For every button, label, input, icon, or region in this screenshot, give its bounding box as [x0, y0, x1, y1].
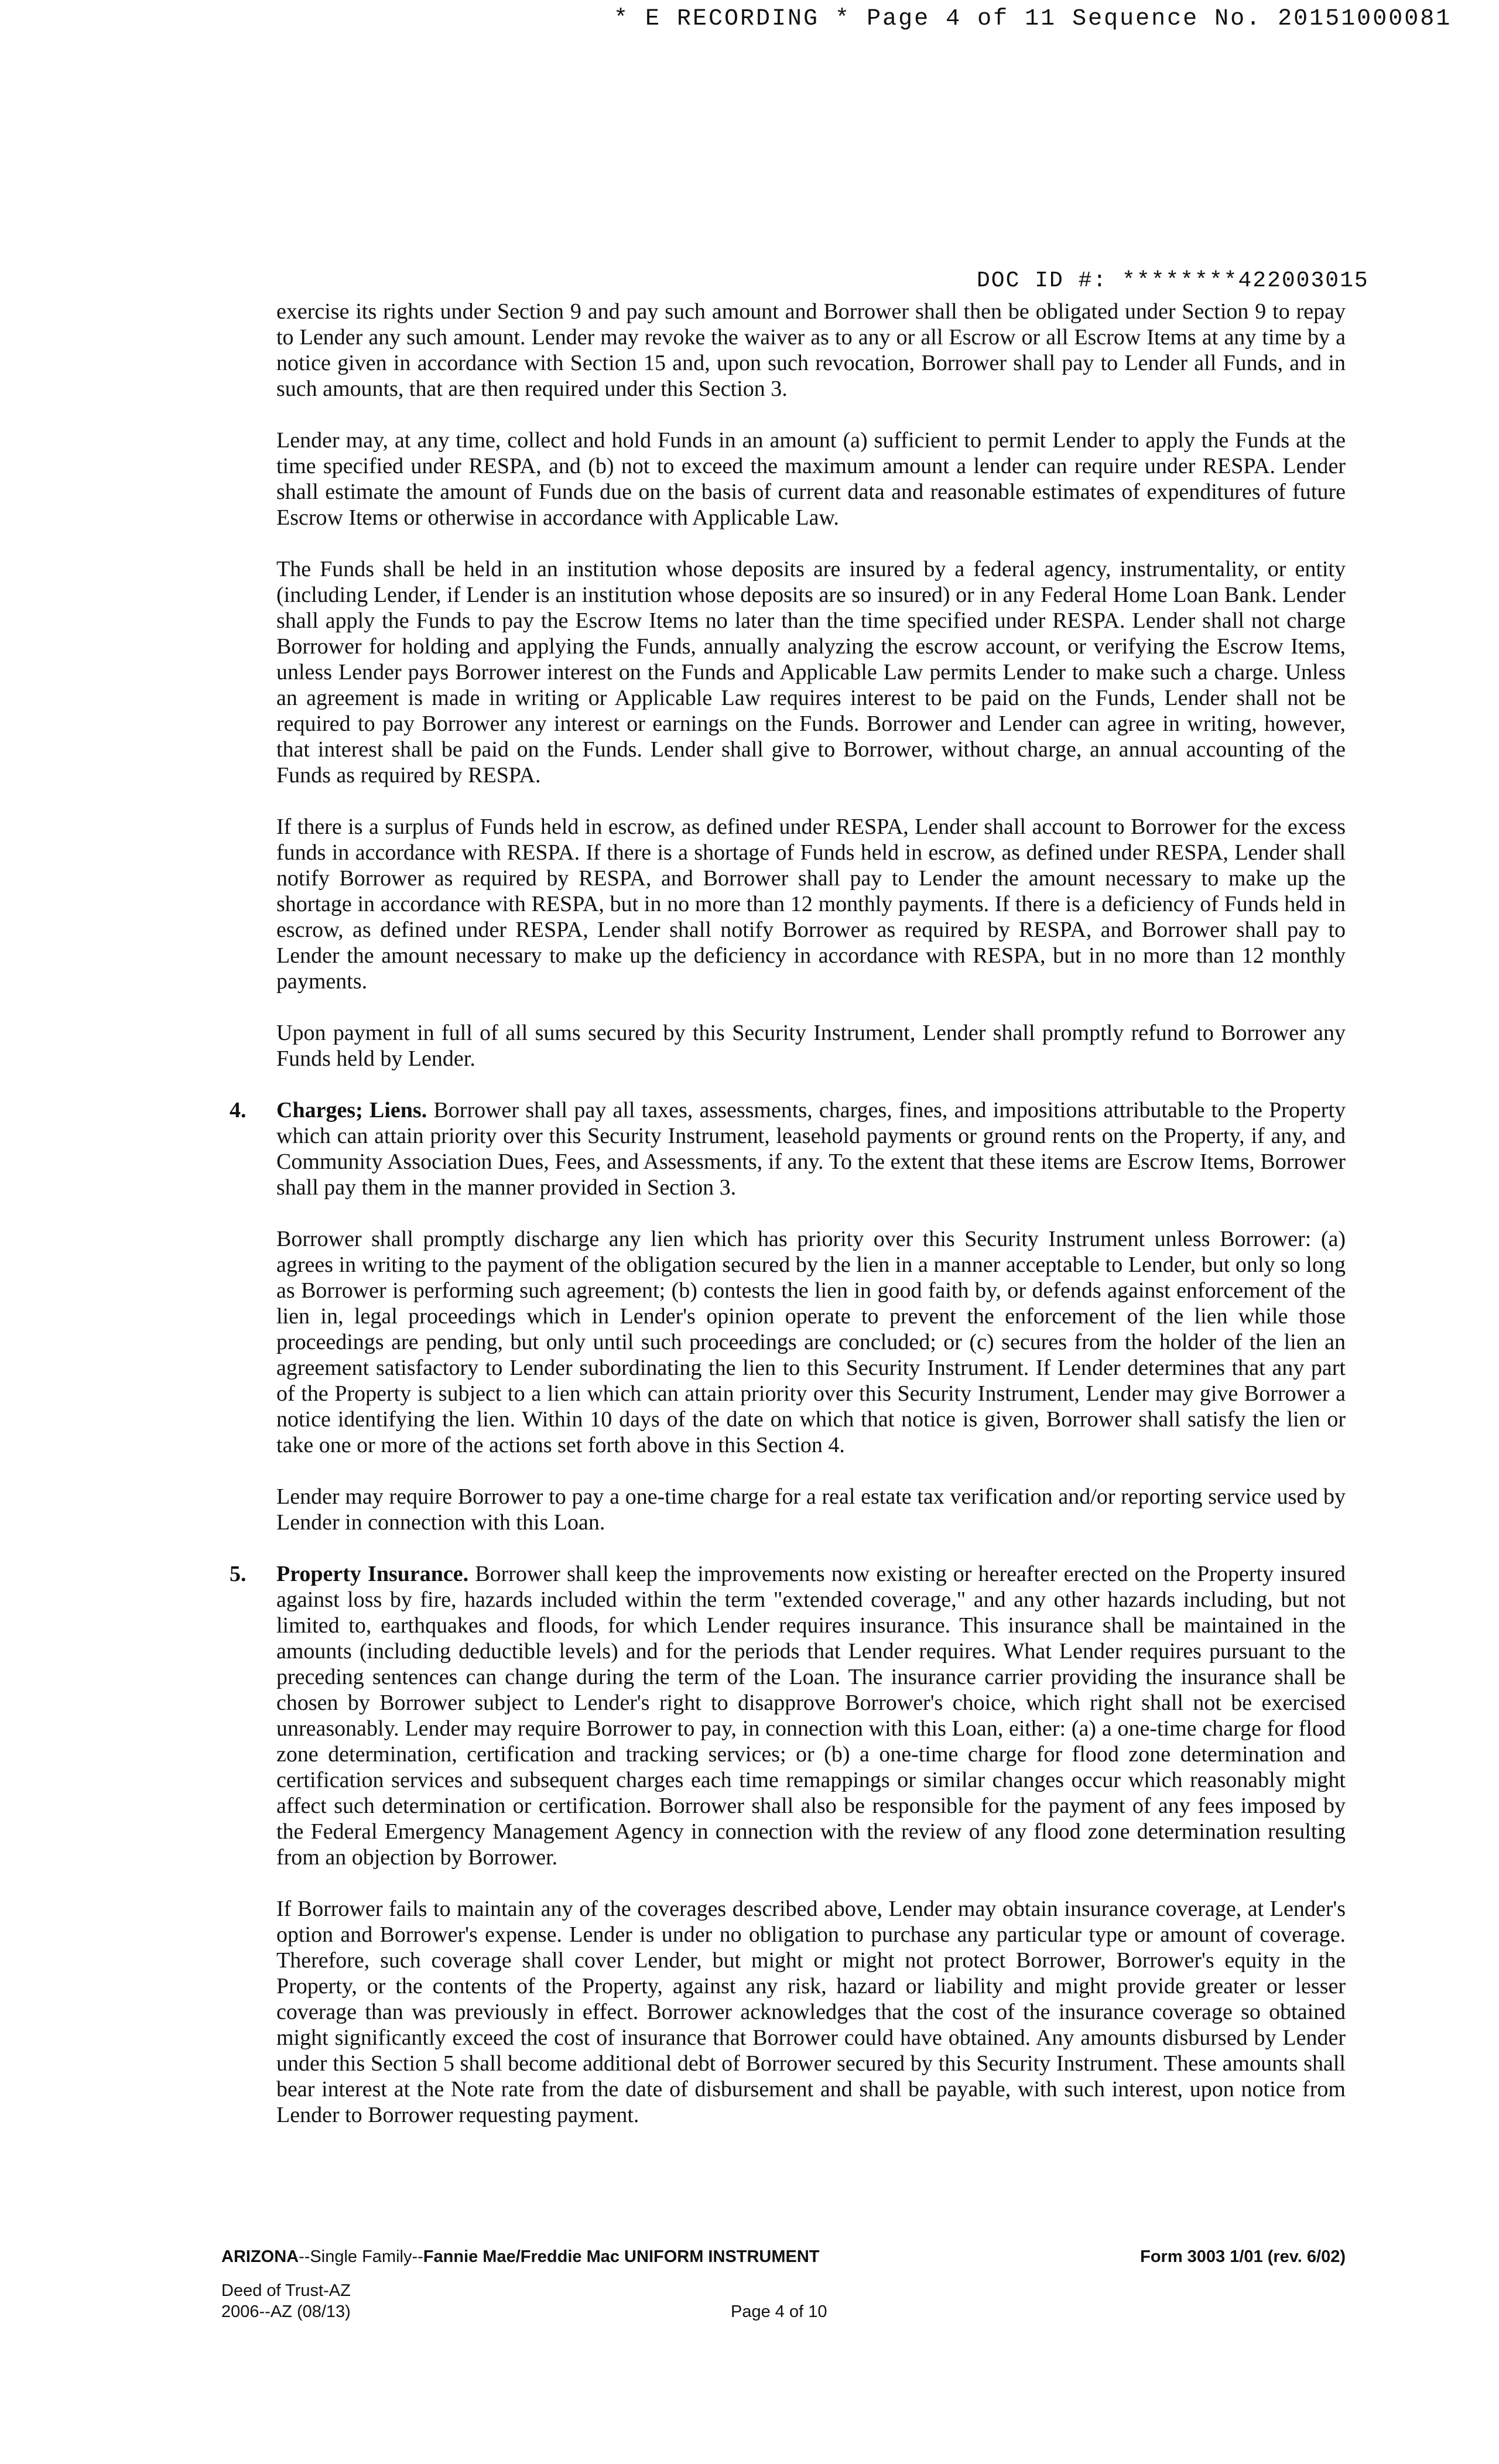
doc-id: DOC ID #: ********422003015	[977, 268, 1369, 293]
footer-deed: Deed of Trust-AZ	[221, 2281, 351, 2300]
section-4	[230, 1097, 1346, 1200]
footer-family: --Single Family--	[299, 2247, 423, 2266]
section-text: Borrower shall keep the improvements now existing or hereafter erected on the Property insured against loss by fire, hazards included within the term "extended coverage," and any other hazards including, but not limited to, earthquakes and floods, for which Lender requires insurance. This insurance shall be maintained in the amounts (including deductible levels) and for the periods that Lender requires. What Lender requires pursuant to the preceding sentences can change during the term of the Loan. The insurance carrier providing the insurance shall be chosen by Borrower subject to Lender's right to disapprove Borrower's choice, which right shall not be exercised unreasonably. Lender may require Borrower to pay, in connection with this Loan, either: (a) a one-time charge for flood zone determination, certification and tracking services; or (b) a one-time charge for flood zone determination and certification services and subsequent charges each time remappings or similar changes occur which reasonably might affect such determination or certification. Borrower shall also be responsible for the payment of any fees imposed by the Federal Emergency Management Agency in connection with the review of any flood zone determination resulting from an objection by Borrower.	[276, 1562, 1346, 1870]
paragraph: Lender may, at any time, collect and hold Funds in an amount (a) sufficient to permit Lender to apply the Funds at the time specified under RESPA, and (b) not to exceed the maximum amount a lender can require under RESPA. Lender shall estimate the amount of Funds due on the basis of current data and reasonable estimates of expenditures of future Escrow Items or otherwise in accordance with Applicable Law.	[276, 428, 1346, 530]
section-number: 4.	[230, 1098, 247, 1123]
section-text: Borrower shall pay all taxes, assessments, charges, fines, and impositions attributable to the Property which can attain priority over this Security Instrument, leasehold payments or ground rents on the Property, if any, and Community Association Dues, Fees, and Assessments, if any. To the extent that these items are Escrow Items, Borrower shall pay them in the manner provided in Section 3.	[276, 1098, 1346, 1200]
section-heading: Property Insurance.	[276, 1562, 469, 1586]
paragraph: If there is a surplus of Funds held in escrow, as defined under RESPA, Lender shall account to Borrower for the excess funds in accordance with RESPA. If there is a shortage of Funds held in escrow, as defined under RESPA, Lender shall notify Borrower as required by RESPA, and Borrower shall pay to Lender the amount necessary to make up the shortage in accordance with RESPA, but in no more than 12 monthly payments. If there is a deficiency of Funds held in escrow, as defined under RESPA, Lender shall notify Borrower as required by RESPA, and Borrower shall pay to Lender the amount necessary to make up the deficiency in accordance with RESPA, but in no more than 12 monthly payments.	[276, 815, 1346, 994]
footer-code: 2006--AZ (08/13)	[221, 2302, 351, 2321]
paragraph: Lender may require Borrower to pay a one-time charge for a real estate tax verification and/or reporting service used by Lender in connection with this Loan.	[276, 1484, 1346, 1535]
paragraph: Borrower shall promptly discharge any lien which has priority over this Security Instrument unless Borrower: (a) agrees in writing to the payment of the obligation secured by the lien in a manner acceptable to Lender, but only so long as Borrower is performing such agreement; (b) contests the lien in good faith by, or defends against enforcement of the lien in, legal proceedings which in Lender's opinion operate to prevent the enforcement of the lien while those proceedings are pending, but only until such proceedings are concluded; or (c) secures from the holder of the lien an agreement satisfactory to Lender subordinating the lien to this Security Instrument. If Lender determines that any part of the Property is subject to a lien which can attain priority over this Security Instrument, Lender may give Borrower a notice identifying the lien. Within 10 days of the date on which that notice is given, Borrower shall satisfy the lien or take one or more of the actions set forth above in this Section 4.	[276, 1227, 1346, 1457]
recording-header: * E RECORDING * Page 4 of 11 Sequence No. 20151000081	[614, 6, 1452, 32]
footer-title	[221, 2247, 820, 2267]
paragraph: exercise its rights under Section 9 and pay such amount and Borrower shall then be obligated under Section 9 to repay to Lender any such amount. Lender may revoke the waiver as to any or all Escrow or all Escrow Items at any time by a notice given in accordance with Section 15 and, upon such revocation, Borrower shall pay to Lender all Funds, and in such amounts, that are then required under this Section 3.	[276, 299, 1346, 401]
paragraph: If Borrower fails to maintain any of the coverages described above, Lender may obtain insurance coverage, at Lender's option and Borrower's expense. Lender is under no obligation to purchase any particular type or amount of coverage. Therefore, such coverage shall cover Lender, but might or might not protect Borrower, Borrower's equity in the Property, or the contents of the Property, against any risk, hazard or liability and might provide greater or lesser coverage than was previously in effect. Borrower acknowledges that the cost of the insurance coverage so obtained might significantly exceed the cost of insurance that Borrower could have obtained. Any amounts disbursed by Lender under this Section 5 shall become additional debt of Borrower secured by this Security Instrument. These amounts shall bear interest at the Note rate from the date of disbursement and shall be payable, with such interest, upon notice from Lender to Borrower requesting payment.	[276, 1897, 1346, 2127]
paragraph: Upon payment in full of all sums secured by this Security Instrument, Lender shall promptly refund to Borrower any Funds held by Lender.	[276, 1021, 1346, 1071]
form-footer	[221, 2247, 1346, 2335]
section-number: 5.	[230, 1562, 247, 1586]
footer-state: ARIZONA	[221, 2247, 299, 2266]
footer-page-number: Page 4 of 10	[731, 2302, 827, 2321]
footer-form-number: Form 3003 1/01 (rev. 6/02)	[1140, 2247, 1346, 2266]
section-5	[230, 1561, 1346, 1870]
document-body	[230, 299, 1346, 2154]
section-heading: Charges; Liens.	[276, 1098, 427, 1123]
footer-instrument: Fannie Mae/Freddie Mac UNIFORM INSTRUMENT	[423, 2247, 820, 2266]
paragraph: The Funds shall be held in an institution whose deposits are insured by a federal agency, instrumentality, or entity (including Lender, if Lender is an institution whose deposits are so insured) or in any Federal Home Loan Bank. Lender shall apply the Funds to pay the Escrow Items no later than the time specified under RESPA. Lender shall not charge Borrower for holding and applying the Funds, annually analyzing the escrow account, or verifying the Escrow Items, unless Lender pays Borrower interest on the Funds and Applicable Law permits Lender to make such a charge. Unless an agreement is made in writing or Applicable Law requires interest to be paid on the Funds, Lender shall not be required to pay Borrower any interest or earnings on the Funds. Borrower and Lender can agree in writing, however, that interest shall be paid on the Funds. Lender shall give to Borrower, without charge, an annual accounting of the Funds as required by RESPA.	[276, 557, 1346, 788]
